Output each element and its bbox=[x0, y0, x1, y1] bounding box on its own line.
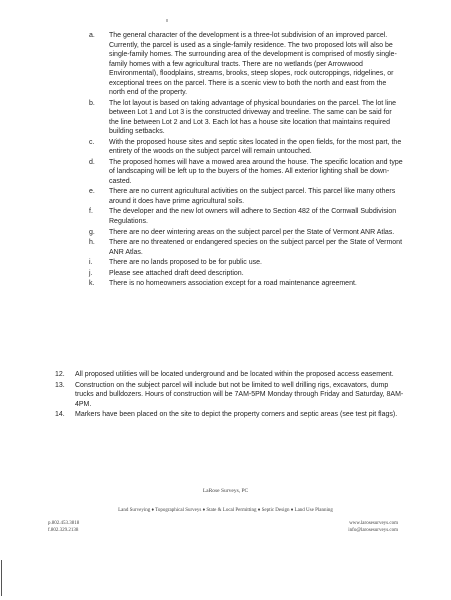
item-text: The lot layout is based on taking advantage of physical boundaries on the parcel. The lot line between Lot 1 and Lot 3 is the constructed driveway and treeline. The same can be said for the line between Lot 2 and Lot 3. Each lot has a house site location that maintains required building setbacks. bbox=[109, 99, 397, 136]
item-label: h. bbox=[89, 239, 95, 247]
item-text: Please see attached draft deed description. bbox=[109, 269, 244, 277]
item-number: 14. bbox=[55, 411, 65, 419]
item-label: c. bbox=[89, 138, 95, 146]
list-item bbox=[89, 99, 403, 137]
list-item bbox=[89, 31, 403, 98]
item-text: Markers have been placed on the site to depict the property corners and septic areas (see test pit flags). bbox=[75, 411, 398, 419]
item-text: The developer and the new lot owners will adhere to Section 482 of the Cornwall Subdivision Regulations. bbox=[109, 208, 397, 225]
item-label: g. bbox=[89, 228, 95, 236]
item-text: With the proposed house sites and septic sites located in the open fields, for the most part, the entirety of the woods on the subject parcel will remain untouched. bbox=[109, 138, 402, 156]
item-text: The proposed homes will have a mowed area around the house. The specific location and type of landscaping will be left up to the buyers of the homes. All exterior lighting shall be down-casted. bbox=[109, 158, 403, 185]
item-text: There is no homeowners association except for a road maintenance agreement. bbox=[109, 280, 357, 288]
lettered-list bbox=[89, 31, 403, 290]
item-label: b. bbox=[89, 99, 95, 107]
scan-edge-line bbox=[1, 560, 2, 596]
list-item bbox=[89, 228, 403, 238]
list-item bbox=[89, 269, 403, 279]
contact-phone-fax bbox=[48, 520, 79, 534]
list-item bbox=[89, 279, 403, 289]
item-text: There are no deer wintering areas on the subject parcel per the State of Vermont ANR Atlas. bbox=[109, 228, 395, 236]
item-label: d. bbox=[89, 158, 95, 166]
list-item bbox=[89, 158, 403, 187]
item-text: All proposed utilities will be located underground and be located within the proposed access easement. bbox=[75, 371, 394, 378]
list-item bbox=[89, 187, 403, 206]
email-link[interactable]: info@larosesurveys.com bbox=[348, 528, 398, 533]
phone-number: p.802.453.3818 bbox=[48, 521, 80, 526]
item-text: There are no threatened or endangered species on the subject parcel per the State of Vermont ANR Atlas. bbox=[109, 239, 403, 256]
item-text: There are no lands proposed to be for public use. bbox=[109, 259, 262, 267]
list-item bbox=[55, 370, 405, 380]
website-link[interactable]: www.larosesurveys.com bbox=[349, 521, 398, 526]
scan-mark bbox=[166, 19, 168, 22]
list-item bbox=[55, 381, 405, 410]
item-text: The general character of the development is a three-lot subdivision of an improved parcel. Currently, the parcel is used as a single-family residence. The two proposed lots will also be single-family homes. The surrounding area of the development is comprised of mostly single-family homes with a few agricultural tracts. There are no wetlands (per Arrowwood Environmental), floodplains, streams, brooks, steep slopes, rock outcroppings, ridgelines, or exceptional trees on the parcel. There is a scenic view to both the north and east from the north end of the property. bbox=[109, 32, 397, 96]
item-text: Construction on the subject parcel will include but not be limited to well drilling rigs, excavators, dump trucks and bulldozers. Hours of construction will be 7AM-5PM Monday through Friday and Saturday, 8AM-4PM. bbox=[75, 381, 404, 408]
fax-number: f.802.329.2138 bbox=[48, 528, 79, 533]
list-item bbox=[89, 207, 403, 226]
item-label: f. bbox=[89, 208, 93, 216]
item-number: 13. bbox=[55, 381, 65, 389]
list-item bbox=[89, 258, 403, 268]
list-item bbox=[89, 238, 403, 257]
item-text: There are no current agricultural activities on the subject parcel. This parcel like many others around it does have prime agricultural soils. bbox=[109, 188, 396, 205]
item-label: k. bbox=[89, 280, 95, 288]
services-line: Land Surveying ♦ Topographical Surveys ♦ State & Local Permitting ♦ Septic Design ♦ Land Use Planning bbox=[118, 508, 333, 513]
item-label: a. bbox=[89, 32, 95, 39]
item-label: i. bbox=[89, 259, 93, 267]
numbered-list bbox=[55, 370, 405, 421]
item-number: 12. bbox=[55, 371, 65, 378]
company-name: LaRose Surveys, PC bbox=[202, 488, 249, 494]
item-label: j. bbox=[89, 269, 93, 277]
item-label: e. bbox=[89, 188, 95, 196]
list-item bbox=[55, 410, 405, 420]
contact-web-email bbox=[348, 520, 398, 534]
list-item bbox=[89, 138, 403, 157]
